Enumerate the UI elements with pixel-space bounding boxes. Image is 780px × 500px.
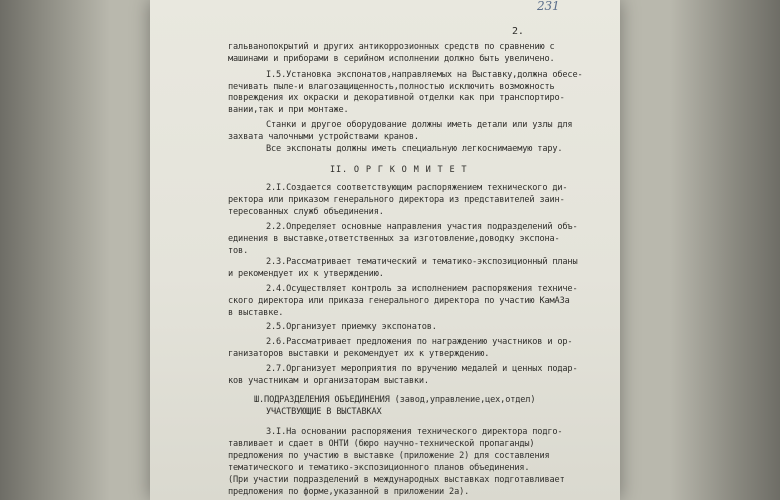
text-line: 2.6.Рассматривает предложения по награждению участников и ор- [266, 337, 573, 347]
text-line: вании,так и при монтаже. [228, 105, 349, 115]
text-line: предложения по форме,указанной в приложении 2а). [228, 487, 470, 497]
text-line: повреждения их окраски и декоративной отделки как при транспортиро- [228, 93, 565, 103]
text-line: тересованных служб объединения. [228, 207, 384, 217]
page-number: 2. [512, 26, 524, 37]
text-line: 2.5.Организует приемку экспонатов. [266, 322, 437, 332]
text-line: в выставке. [228, 308, 284, 318]
text-line: и рекомендует их к утверждению. [228, 269, 384, 279]
text-line: Все экспонаты должны иметь специальную легкоснимаемую тару. [266, 144, 563, 154]
text-line: (При участии подразделений в международных выставках подготавливает [228, 475, 565, 485]
text-line: печивать пыле-и влагозащищенность,полностью исключить возможность [228, 82, 555, 92]
text-line: гальванопокрытий и других антикоррозионных средств по сравнению с [228, 42, 555, 52]
text-line: 2.I.Создается соответствующим распоряжением технического ди- [266, 183, 568, 193]
text-line: Станки и другое оборудование должны иметь детали или узлы для [266, 120, 573, 130]
text-line: тавливает и сдает в ОНТИ (бюро научно-технической пропаганды) [228, 439, 535, 449]
section-heading: II. О Р Г К О М И Т Е Т [330, 165, 468, 175]
text-line: I.5.Установка экспонатов,направляемых на Выставку,должна обесе- [266, 70, 583, 80]
text-line: единения в выставке,ответственных за изготовление,доводку экспона- [228, 234, 560, 244]
section-heading: УЧАСТВУЮЩИЕ В ВЫСТАВКАХ [266, 407, 382, 417]
section-heading: Ш.ПОДРАЗДЕЛЕНИЯ ОБЪЕДИНЕНИЯ (завод,управление,цех,отдел) [254, 395, 536, 405]
text-line: 2.2.Определяет основные направления участия подразделений объ- [266, 222, 578, 232]
text-line: 2.7.Организует мероприятия по вручению медалей и ценных подар- [266, 364, 578, 374]
text-line: тематического и тематико-экспозиционного планов объединения. [228, 463, 530, 473]
text-line: 2.3.Рассматривает тематический и тематико-экспозиционный планы [266, 257, 578, 267]
text-line: ков участникам и организаторам выставки. [228, 376, 429, 386]
text-line: машинами и приборами в серийном исполнении должно быть увеличено. [228, 54, 555, 64]
text-line: ского директора или приказа генерального директора по участию КамАЗа [228, 296, 570, 306]
text-line: тов. [228, 246, 249, 256]
archive-number: 231 [537, 0, 560, 13]
text-line: 2.4.Осуществляет контроль за исполнением распоряжения техниче- [266, 284, 578, 294]
text-line: 3.I.На основании распоряжения технического директора подго- [266, 427, 563, 437]
text-line: ганизаторов выставки и рекомендует их к утверждению. [228, 349, 490, 359]
text-line: захвата чалочными устройствами кранов. [228, 132, 419, 142]
text-line: предложения по участию в выставке (приложение 2) для составления [228, 451, 550, 461]
text-line: ректора или приказом генерального директора из представителей заин- [228, 195, 565, 205]
